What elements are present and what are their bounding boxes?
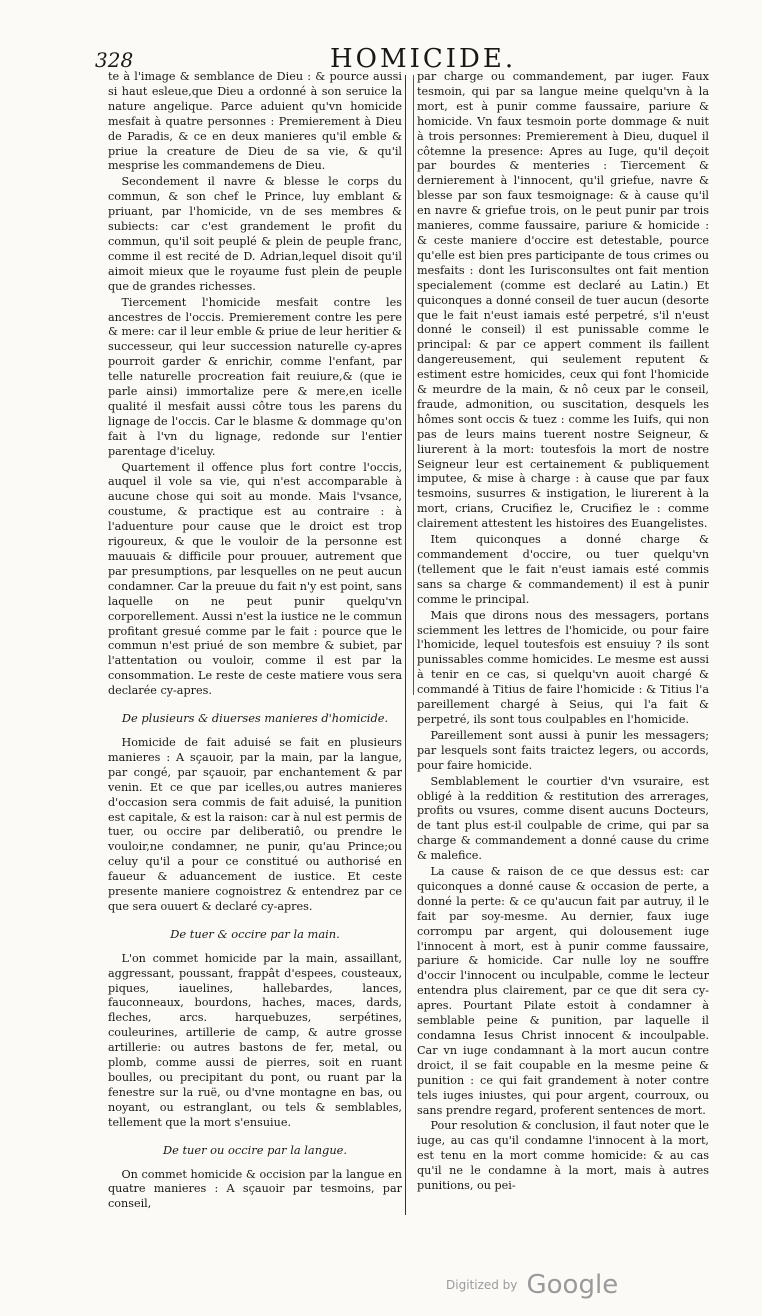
watermark-prefix: Digitized by xyxy=(446,1278,518,1292)
paragraph: Quartement il offence plus fort contre l'occis, auquel il vole sa vie, qui n'est accomparable à aucune chose qui soit au monde. Mais l'vsance, coustume, & practique est au contraire : à l'aduenture pour cause que le droict est trop rigoureux, & que le vouloir de la personne est mauuais & difficile pour prouuer, autrement que par presumptions, par lesquelles on ne peut aucun condamner. Car la preuue du fait n'y est point, sans laquelle on ne peut punir quelqu'vn corporellement. Aussi n'est la iustice ne le commun profitant gresué comme par le fait : pource que le commun n'est priué de son membre & subiet, par l'attentation ou vouloir, comme il est par la consommation. Le reste de ceste matiere vous sera declarée cy-apres. xyxy=(108,460,402,698)
paragraph: Mais que dirons nous des messagers, portans sciemment les lettres de l'homicide, ou pour faire l'homicide, lequel toutesfois est ensuiuy ? ils sont punissables comme homicides. Le mesme est aussi à tenir en ce cas, si quelqu'vn auoit chargé & commandé à Titius de faire l'homicide : & Titius l'a pareillement chargé à Seius, qui l'a fait & perpetré, ils sont tous coulpables en l'homicide. xyxy=(417,608,709,726)
column-rule-inner xyxy=(413,75,414,695)
paragraph: Homicide de fait aduisé se fait en plusieurs manieres : A sçauoir, par la main, par la langue, par congé, par sçauoir, par enchantement & par venin. Et ce que par icelles,ou autres manieres d'occasion sera commis de fait aduisé, la punition est capitale, & est la raison: car à nul est permis de tuer, ou occire par deliberatiô, ou prendre le vouloir,ne condamner, ne punir, qu'au Prince;ou celuy qu'il a pour ce constitué ou authorisé en faueur & aduancement de iustice. Et ceste presente maniere cognoistrez & entendrez par ce que sera ouuert & declaré cy-apres. xyxy=(108,735,402,913)
column-rule xyxy=(405,75,406,1215)
section-heading: De tuer & occire par la main. xyxy=(170,926,340,941)
paragraph: Tiercement l'homicide mesfait contre les ancestres de l'occis. Premierement contre les pere & mere: car il leur emble & priue de leur heritier & successeur, qui leur succession naturelle cy-apres pourroit garder & enrichir, comme l'enfant, par telle naturelle procreation fait reuiure,& (que ie parle ainsi) immortalize pere & mere,en icelle qualité il mesfait aussi côtre tous les parens du lignage de l'occis. Car le blasme & dommage qu'on fait à l'vn du lignage, redonde sur l'entier parentage d'iceluy. xyxy=(108,295,402,458)
paragraph: Secondement il navre & blesse le corps du commun, & son chef le Prince, luy emblant & priuant, par l'homicide, vn de ses membres & subiects: car c'est grandement le profit du commun, qu'il soit peuplé & plein de peuple franc, comme il est recité de D. Adrian,lequel disoit qu'il aimoit mieux que le royaume fust plein de peuple que de grandes richesses. xyxy=(108,175,402,293)
paragraph: On commet homicide & occision par la langue en quatre manieres : A sçauoir par tesmoins, par conseil, xyxy=(108,1167,402,1211)
paragraph: Pour resolution & conclusion, il faut noter que le iuge, au cas qu'il condamne l'innocent à la mort, est tenu en la mort comme homicide: & au cas qu'il ne le condamne à la mort, mais à autres punitions, ou pei- xyxy=(417,1119,709,1193)
paragraph: par charge ou commandement, par iuger. Faux tesmoin, qui par sa langue meine quelqu'vn à la mort, est à punir comme faussaire, pariure & homicide. Vn faux tesmoin porte dommage & nuit à trois personnes: Premierement à Dieu, duquel il côtemne la presence: Apres au Iuge, qu'il deçoit par bourdes & menteries : Tiercement & dernierement à l'innocent, qu'il griefue, navre & blesse par son faux tesmoignage: & à cause qu'il en navre & griefue trois, on le peut punir par trois manieres, comme faussaire, pariure & homicide : & ceste maniere d'occire est detestable, pource qu'elle est bien pres participante de tous crimes ou mesfaits : dont les Iurisconsultes ont fait mention specialement (comme est declaré au Latin.) Et quiconques a donné conseil de tuer aucun (desorte que le fait n'eust iamais esté perpetré, s'il n'eust donné le conseil) il est punissable comme le principal: & par ce appert comment ils faillent dangereusement, qui seulement reputent & estiment estre homicides, ceux qui font l'homicide & meurdre de la main, & nô ceux par le conseil, fraude, admonition, ou suscitation, desquels les hômes sont occis & tuez : comme les Iuifs, qui non pas de leurs mains tuerent nostre Seigneur, & liurerent à la mort: toutesfois la mort de nostre Seigneur leur est certainement & publiquement imputee, & mise à charge : à cause que par faux tesmoins, susurres & instigation, le liurerent à la mort, crians, Crucifiez le, Crucifiez le : comme clairement attestent les histoires des Euangelistes. xyxy=(417,70,709,531)
paragraph: te à l'image & semblance de Dieu : & pource aussi si haut esleue,que Dieu a ordonné à son seruice la nature angelique. Parce aduient qu'vn homicide mesfait à quatre personnes : Premierement à Dieu de Paradis, & ce en deux manieres qu'il emble & priue la creature de Dieu de sa vie, & qu'il mesprise les commandemens de Dieu. xyxy=(108,70,402,173)
section-heading: De tuer ou occire par la langue. xyxy=(162,1142,348,1157)
digitization-watermark xyxy=(446,1270,618,1300)
paragraph: La cause & raison de ce que dessus est: car quiconques a donné cause & occasion de perte, a donné la perte: & ce qu'aucun fait par autruy, il le fait par soy-mesme. Au dernier, faux iuge corrompu par argent, qui dolousement iuge l'innocent à mort, est à punir comme faussaire, pariure & homicide. Car nulle loy ne souffre d'occir l'innocent ou inculpable, comme le lecteur entendra plus clairement, par ce que dit sera cy-apres. Pourtant Pilate estoit à condamner à semblable peine & punition, par laquelle il condamna Iesus Christ innocent & incoulpable. Car vn iuge condamnant à la mort aucun contre droict, il se fait coupable en la mesme peine & punition : ce qui fait grandement à noter contre tels iuges iniustes, qui pour argent, courroux, ou sans prendre regard, proferent sentences de mort. xyxy=(417,865,709,1117)
paragraph: Item quiconques a donné charge & commandement d'occire, ou tuer quelqu'vn (tellement que le fait n'eust iamais esté commis sans sa charge & commandement) il est à punir comme le principal. xyxy=(417,533,709,606)
watermark-logo: Google xyxy=(526,1270,619,1300)
running-head: HOMICIDE. xyxy=(330,44,517,74)
left-column xyxy=(108,70,402,1213)
right-column xyxy=(417,70,709,1195)
paragraph: Pareillement sont aussi à punir les messagers; par lesquels sont faits traictez legers, ou accords, pour faire homicide. xyxy=(417,728,709,772)
section-heading: De plusieurs & diuerses manieres d'homicide. xyxy=(121,711,389,726)
paragraph: Semblablement le courtier d'vn vsuraire, est obligé à la reddition & restitution des arrerages, profits ou vsures, comme disent aucuns Docteurs, de tant plus est-il coulpable de crime, qui par sa charge & commandement a donné cause du crime & malefice. xyxy=(417,774,709,863)
page-number: 328 xyxy=(95,48,134,72)
paragraph: L'on commet homicide par la main, assaillant, aggressant, poussant, frappât d'espees, cousteaux, piques, iauelines, hallebardes, lances, fauconneaux, bourdons, haches, maces, dards, fleches, arcs. harquebuzes, serpétines, couleurines, artillerie de camp, & autre grosse artillerie: ou autres bastons de fer, metal, ou plomb, comme aussi de pierres, soit en ruant boulles, ou precipitant du pont, ou ruant par la fenestre sur la ruë, ou d'vne montagne en bas, ou noyant, ou estranglant, ou tels & semblables, tellement que la mort s'ensuiue. xyxy=(108,951,402,1129)
